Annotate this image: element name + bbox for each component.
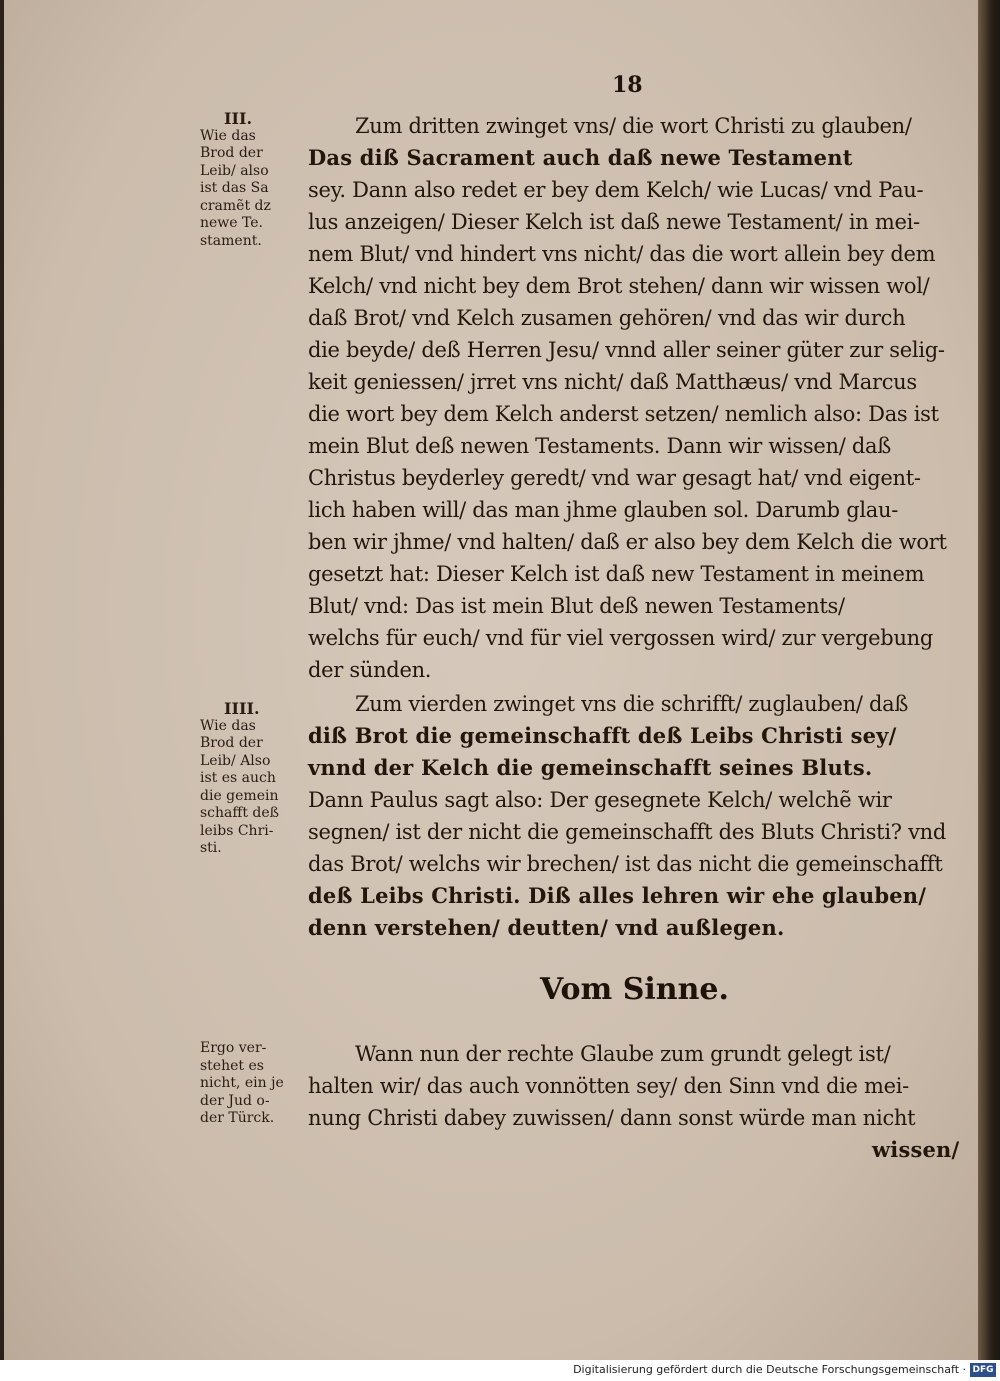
margin-note-line: ist das Sa <box>200 180 269 196</box>
margin-note-final <box>200 1040 284 1128</box>
text-line: welchs für euch/ vnd für viel vergossen wird/ zur vergebung <box>308 626 934 650</box>
text-line: daß Brot/ vnd Kelch zusamen gehören/ vnd das wir durch <box>308 306 906 330</box>
text-line: halten wir/ das auch vonnötten sey/ den Sinn vnd die mei- <box>308 1074 909 1098</box>
text-line: ben wir jhme/ vnd halten/ daß er also bey dem Kelch die wort <box>308 530 947 554</box>
text-line: sey. Dann also redet er bey dem Kelch/ wie Lucas/ vnd Pau- <box>308 178 924 202</box>
section-numeral: III. <box>224 109 253 128</box>
margin-note-section-4 <box>200 700 279 858</box>
text-line: lus anzeigen/ Dieser Kelch ist daß newe Testament/ in mei- <box>308 210 920 234</box>
margin-note-line: Leib/ Also <box>200 752 271 769</box>
text-line: Blut/ vnd: Das ist mein Blut deß newen Testaments/ <box>308 594 845 618</box>
text-line: segnen/ ist der nicht die gemeinschafft des Bluts Christi? vnd <box>308 820 946 844</box>
margin-note-line: schafft deß <box>200 805 280 821</box>
margin-note-line: Wie das <box>200 717 256 734</box>
margin-note-line: Wie das <box>200 127 256 144</box>
text-line: keit geniessen/ jrret vns nicht/ daß Matthæus/ vnd Marcus <box>308 370 917 394</box>
margin-note-line: leibs Chri- <box>200 822 274 839</box>
margin-note-line: cramẽt dz <box>200 197 271 214</box>
margin-note-line: Leib/ also <box>200 162 269 179</box>
text-line: deß Leibs Christi. Diß alles lehren wir ehe glauben/ <box>308 883 927 908</box>
text-line: nung Christi dabey zuwissen/ dann sonst würde man nicht <box>308 1106 916 1130</box>
catchword: wissen/ <box>872 1137 960 1162</box>
margin-note-section-3 <box>200 110 271 250</box>
text-line: denn verstehen/ deutten/ vnd außlegen. <box>308 915 785 940</box>
text-line: gesetzt hat: Dieser Kelch ist daß new Testament in meinem <box>308 562 925 586</box>
margin-note-line: ist es auch <box>200 770 276 786</box>
text-line: Christus beyderley geredt/ vnd war gesagt hat/ vnd eigent- <box>308 466 921 490</box>
margin-note-line: die gemein <box>200 787 279 804</box>
margin-note-line: sti. <box>200 840 222 856</box>
margin-note-line: Brod der <box>200 145 263 161</box>
page-number: 18 <box>612 72 643 98</box>
section-heading: Vom Sinne. <box>540 972 729 1007</box>
margin-note-line: stament. <box>200 232 262 249</box>
text-line: Dann Paulus sagt also: Der gesegnete Kelch/ welchẽ wir <box>308 788 892 812</box>
text-line: die wort bey dem Kelch anderst setzen/ nemlich also: Das ist <box>308 402 939 426</box>
text-line: das Brot/ welchs wir brechen/ ist das nicht die gemeinschafft <box>308 852 943 876</box>
margin-note-line: nicht, ein je <box>200 1075 284 1091</box>
page-edge-shadow <box>978 0 1000 1360</box>
text-line: Wann nun der rechte Glaube zum grundt gelegt ist/ <box>355 1042 891 1066</box>
page-binding-edge <box>0 0 4 1360</box>
text-line: lich haben will/ das man jhme glauben sol. Darumb glau- <box>308 498 898 522</box>
margin-note-line: der Türck. <box>200 1110 275 1126</box>
text-line: Zum dritten zwinget vns/ die wort Christi zu glauben/ <box>355 114 912 138</box>
text-line: nem Blut/ vnd hindert vns nicht/ das die wort allein bey dem <box>308 242 936 266</box>
margin-note-line: Brod der <box>200 735 263 751</box>
text-line: der sünden. <box>308 658 432 682</box>
text-line: Kelch/ vnd nicht bey dem Brot stehen/ dann wir wissen wol/ <box>308 274 930 298</box>
text-line: vnnd der Kelch die gemeinschafft seines Bluts. <box>308 755 873 780</box>
margin-note-line: newe Te. <box>200 215 264 231</box>
dfg-logo: DFG <box>970 1363 996 1377</box>
text-line: Zum vierden zwinget vns die schrifft/ zuglauben/ daß <box>355 692 909 716</box>
margin-note-line: stehet es <box>200 1057 264 1074</box>
text-line: mein Blut deß newen Testaments. Dann wir wissen/ daß <box>308 434 891 458</box>
text-line: die beyde/ deß Herren Jesu/ vnnd aller seiner güter zur selig- <box>308 338 945 362</box>
text-line: Das diß Sacrament auch daß newe Testament <box>308 145 853 170</box>
margin-note-line: Ergo ver- <box>200 1040 267 1056</box>
footer-credit: Digitalisierung gefördert durch die Deutsche Forschungsgemeinschaft · <box>573 1363 966 1376</box>
text-line: diß Brot die gemeinschafft deß Leibs Christi sey/ <box>308 723 897 748</box>
section-numeral: IIII. <box>224 699 260 718</box>
margin-note-line: der Jud o- <box>200 1092 270 1109</box>
